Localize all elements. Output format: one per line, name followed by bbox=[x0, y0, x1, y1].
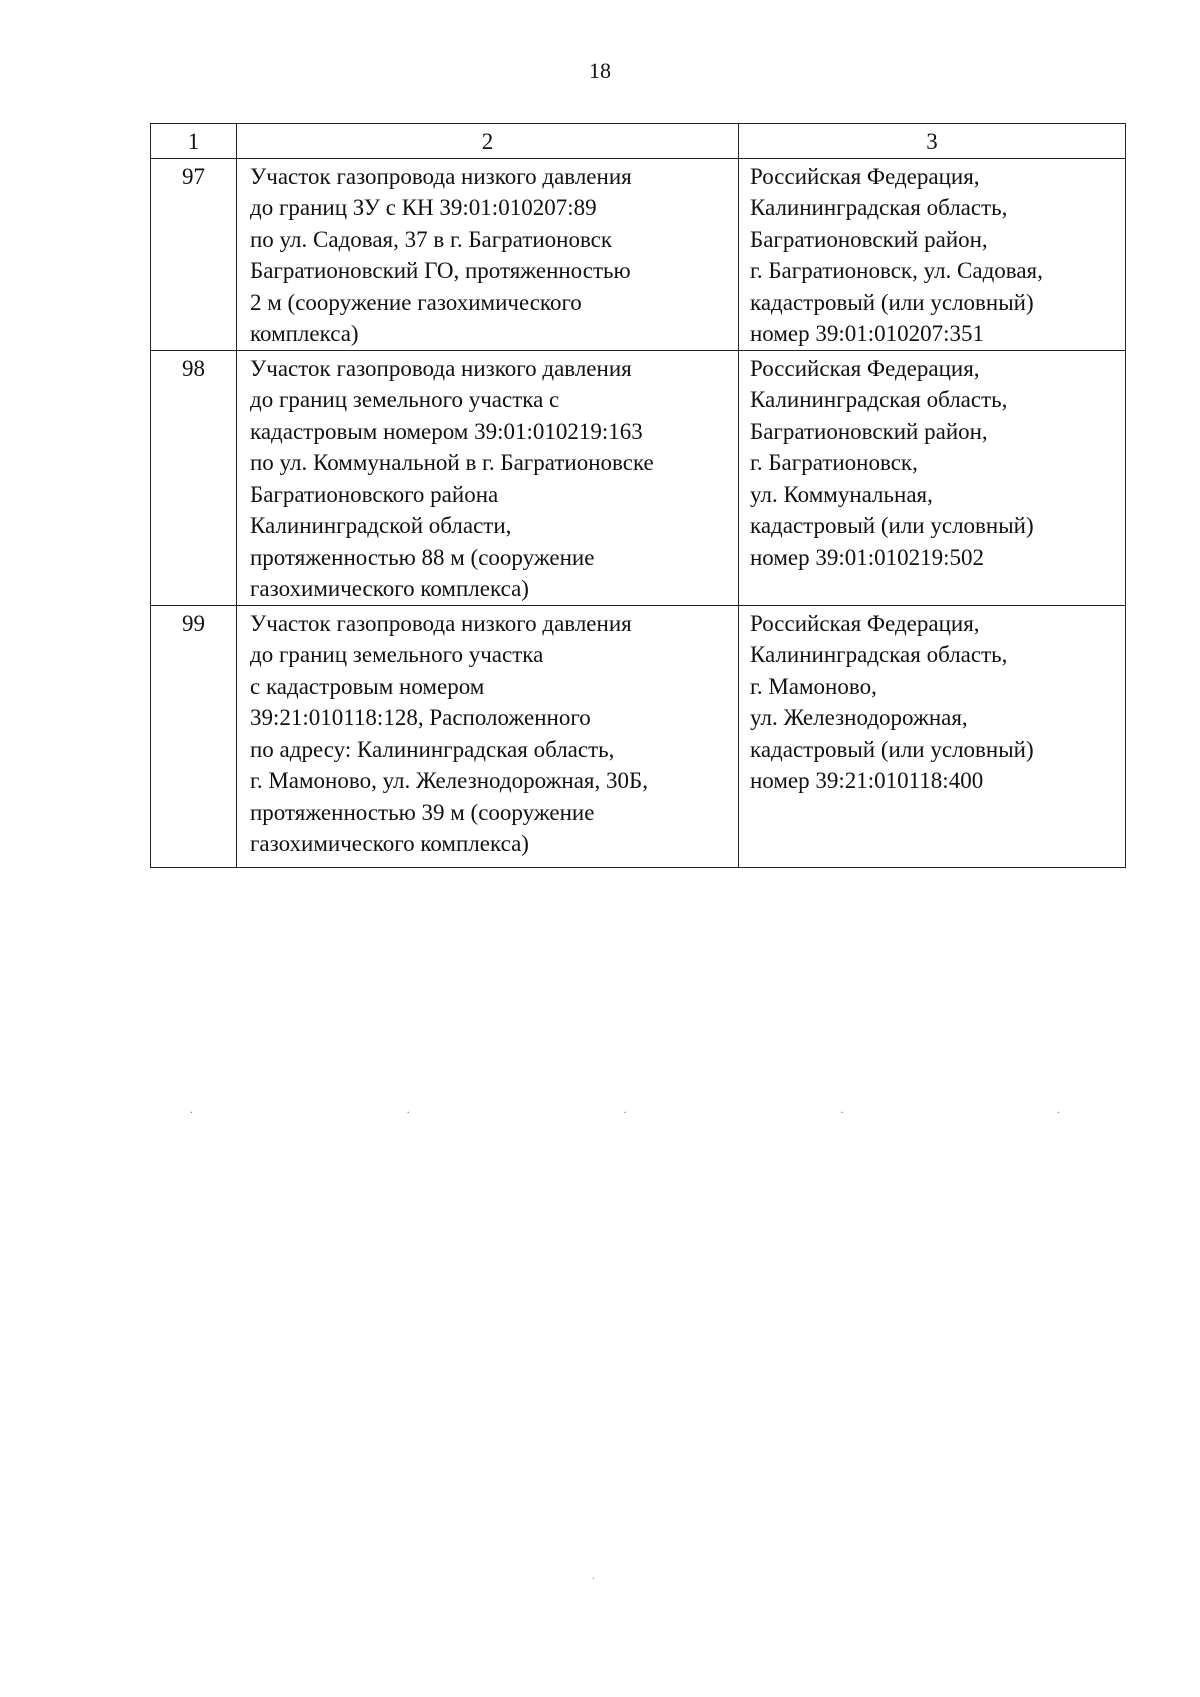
description-line: Багратионовский ГО, протяженностью bbox=[250, 258, 631, 283]
scan-stray-dot: . bbox=[592, 1568, 595, 1582]
description-line: кадастровым номером 39:01:010219:163 bbox=[250, 418, 643, 444]
table-row bbox=[151, 605, 1126, 867]
location-line: Российская Федерация, bbox=[750, 610, 980, 636]
scan-dot: . bbox=[840, 1102, 844, 1116]
location-line: Российская Федерация, bbox=[750, 163, 980, 189]
location-line: ул. Железнодорожная, bbox=[750, 705, 968, 730]
location-line: Российская Федерация, bbox=[750, 355, 980, 381]
segment-location bbox=[739, 350, 1126, 605]
description-line: газохимического комплекса) bbox=[250, 576, 529, 601]
location-line: номер 39:01:010219:502 bbox=[750, 544, 985, 570]
location-line: г. Багратионовск, bbox=[750, 450, 918, 475]
location-line: Багратионовский район, bbox=[750, 226, 988, 252]
page-number: 18 bbox=[589, 58, 611, 83]
table-row bbox=[151, 158, 1126, 350]
segment-description bbox=[237, 158, 739, 350]
description-line: Участок газопровода низкого давления bbox=[250, 355, 632, 381]
description-line: Участок газопровода низкого давления bbox=[250, 163, 632, 189]
header-cell-location: 3 bbox=[739, 124, 1126, 159]
location-line: Багратионовский район, bbox=[750, 418, 988, 444]
description-line: до границ земельного участка с bbox=[250, 387, 560, 412]
location-line: номер 39:01:010207:351 bbox=[750, 321, 985, 346]
description-line: с кадастровым номером bbox=[250, 673, 485, 699]
registry-table bbox=[150, 123, 1126, 868]
location-line: Калининградская область, bbox=[750, 195, 1008, 220]
scan-dot: . bbox=[190, 1102, 193, 1116]
description-line: протяженностью 39 м (сооружение bbox=[250, 799, 595, 825]
description-line: 2 м (сооружение газохимического bbox=[250, 289, 582, 315]
location-line: Калининградская область, bbox=[750, 387, 1008, 412]
location-line: кадастровый (или условный) bbox=[750, 736, 1034, 762]
row-number: 99 bbox=[151, 605, 237, 867]
description-line: протяженностью 88 м (сооружение bbox=[250, 544, 595, 570]
location-line: кадастровый (или условный) bbox=[750, 513, 1034, 538]
description-line: комплекса) bbox=[250, 321, 359, 346]
description-line: до границ земельного участка bbox=[250, 642, 544, 667]
location-line: г. Мамоново, bbox=[750, 673, 877, 699]
row-number: 98 bbox=[151, 350, 237, 605]
segment-description bbox=[237, 350, 739, 605]
description-line: до границ ЗУ с КН 39:01:010207:89 bbox=[250, 195, 597, 220]
scan-dot-row bbox=[190, 1102, 1060, 1117]
scan-dot: . bbox=[623, 1102, 627, 1116]
segment-location bbox=[739, 158, 1126, 350]
scan-dot: . bbox=[1057, 1102, 1060, 1116]
description-line: по ул. Коммунальной в г. Багратионовске bbox=[250, 450, 654, 475]
segment-description bbox=[237, 605, 739, 867]
description-line: г. Мамоново, ул. Железнодорожная, 30Б, bbox=[250, 768, 648, 793]
description-line: Калининградской области, bbox=[250, 513, 512, 538]
location-line: ул. Коммунальная, bbox=[750, 481, 933, 507]
description-line: 39:21:010118:128, Расположенного bbox=[250, 705, 591, 730]
header-cell-description: 2 bbox=[237, 124, 739, 159]
description-line: по ул. Садовая, 37 в г. Багратионовск bbox=[250, 226, 613, 252]
location-line: номер 39:21:010118:400 bbox=[750, 768, 984, 793]
location-line: Калининградская область, bbox=[750, 642, 1008, 667]
description-line: Участок газопровода низкого давления bbox=[250, 610, 632, 636]
location-line: кадастровый (или условный) bbox=[750, 289, 1034, 315]
description-line: газохимического комплекса) bbox=[250, 831, 529, 856]
location-line: г. Багратионовск, ул. Садовая, bbox=[750, 258, 1043, 283]
segment-location bbox=[739, 605, 1126, 867]
header-cell-number: 1 bbox=[151, 124, 237, 159]
row-number: 97 bbox=[151, 158, 237, 350]
header-row bbox=[151, 124, 1126, 159]
table-row bbox=[151, 350, 1126, 605]
description-line: по адресу: Калининградская область, bbox=[250, 736, 615, 762]
description-line: Багратионовского района bbox=[250, 481, 499, 507]
scan-dot: . bbox=[406, 1102, 410, 1116]
